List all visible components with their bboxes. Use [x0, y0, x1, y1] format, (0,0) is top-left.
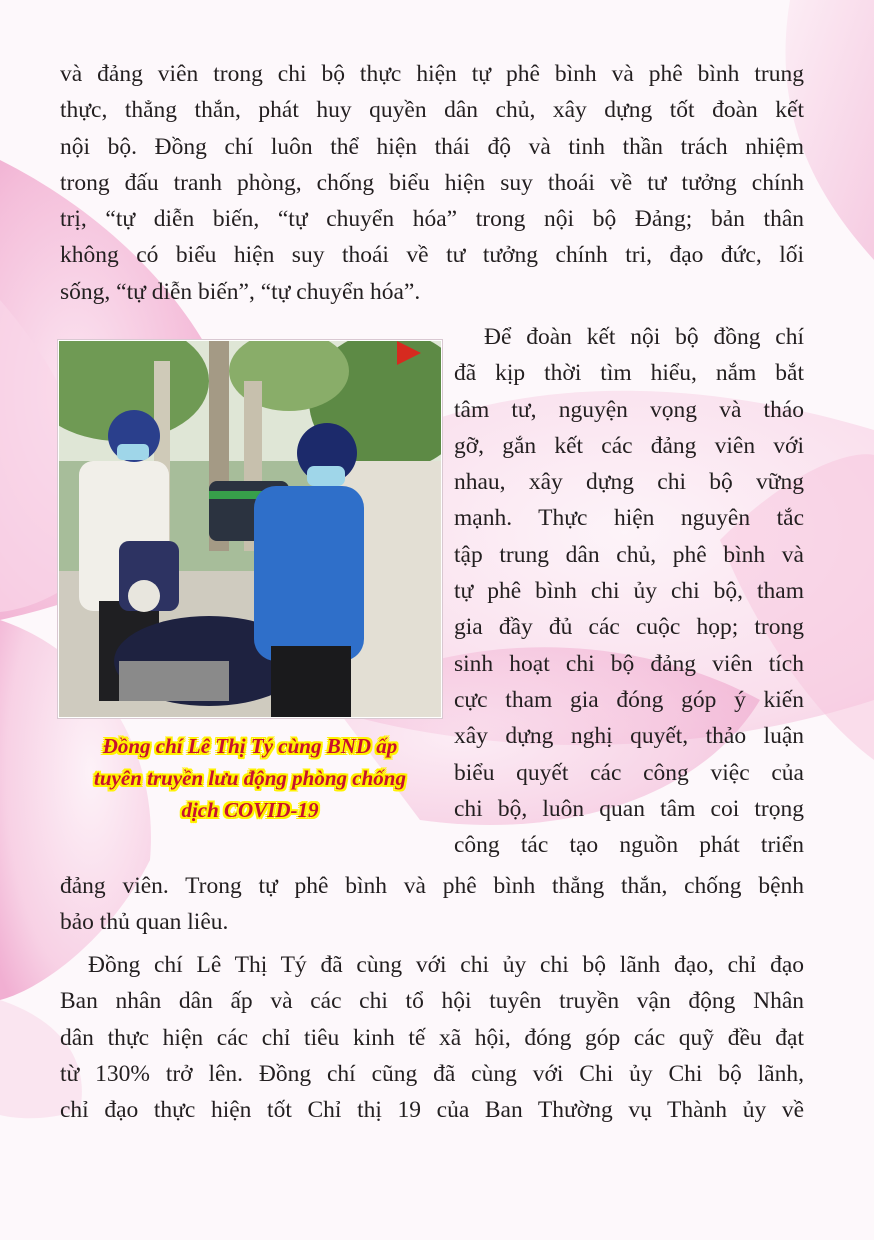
text-line: nhau, xây dựng chi bộ vững	[454, 469, 804, 496]
paragraph-2	[454, 319, 804, 863]
text-line: tâm tư, nguyện vọng và tháo	[454, 396, 804, 423]
text-line: Ban nhân dân ấp và các chi tổ hội tuyên truyền vận động Nhân	[60, 988, 804, 1015]
text-line: đã kịp thời tìm hiểu, nắm bắt	[454, 360, 804, 387]
text-line: tự phê bình chi ủy chi bộ, tham	[454, 578, 804, 605]
text-line: đảng viên. Trong tự phê bình và phê bình thẳng thắn, chống bệnh	[60, 873, 804, 899]
text-line: tập trung dân chủ, phê bình và	[454, 541, 804, 568]
photo-caption	[52, 730, 448, 826]
paragraph-4	[60, 947, 804, 1128]
photo-two-people-with-motorbike	[58, 340, 442, 718]
caption-line: Đồng chí Lê Thị Tý cùng BND ấp	[102, 734, 398, 758]
text-line: trong đấu tranh phòng, chống biểu hiện suy thoái về tư tưởng chính	[60, 169, 804, 196]
caption-line: tuyên truyền lưu động phòng chống	[94, 766, 406, 790]
text-line: gỡ, gắn kết các đảng viên với	[454, 432, 804, 459]
text-line: và đảng viên trong chi bộ thực hiện tự phê bình và phê bình trung	[60, 61, 804, 87]
paragraph-3	[60, 868, 804, 941]
text-line: Đồng chí Lê Thị Tý đã cùng với chi ủy chi bộ lãnh đạo, chỉ đạo	[88, 952, 804, 978]
text-line: thực, thẳng thắn, phát huy quyền dân chủ, xây dựng tốt đoàn kết	[60, 97, 804, 124]
text-line: bảo thủ quan liêu.	[60, 909, 229, 936]
text-line: cực tham gia đóng góp ý kiến	[454, 686, 804, 713]
text-line: gia đầy đủ các cuộc họp; trong	[454, 614, 804, 641]
paragraph-1	[60, 56, 804, 310]
text-line: chi bộ, luôn quan tâm coi trọng	[454, 795, 804, 822]
text-line: chỉ đạo thực hiện tốt Chỉ thị 19 của Ban Thường vụ Thành ủy về	[60, 1097, 804, 1124]
text-line: nội bộ. Đồng chí luôn thể hiện thái độ và tinh thần trách nhiệm	[60, 133, 804, 160]
caption-line: dịch COVID-19	[181, 798, 319, 822]
text-line: không có biểu hiện suy thoái về tư tưởng chính tri, đạo đức, lối	[60, 242, 804, 269]
text-line: mạnh. Thực hiện nguyên tắc	[454, 505, 804, 532]
text-line: sống, “tự diễn biến”, “tự chuyển hóa”.	[60, 278, 421, 305]
text-line: xây dựng nghị quyết, thảo luận	[454, 723, 804, 750]
text-line: từ 130% trở lên. Đồng chí cũng đã cùng với Chi ủy Chi bộ lãnh,	[60, 1060, 804, 1087]
text-line: trị, “tự diễn biến, “tự chuyển hóa” trong nội bộ Đảng; bản thân	[60, 206, 804, 233]
text-line: công tác tạo nguồn phát triển	[454, 832, 804, 859]
text-line: sinh hoạt chi bộ đảng viên tích	[454, 650, 804, 677]
text-line: dân thực hiện các chỉ tiêu kinh tế xã hội, đóng góp các quỹ đều đạt	[60, 1024, 804, 1051]
text-line: Để đoàn kết nội bộ đồng chí	[484, 324, 804, 350]
text-line: biểu quyết các công việc của	[454, 759, 804, 786]
